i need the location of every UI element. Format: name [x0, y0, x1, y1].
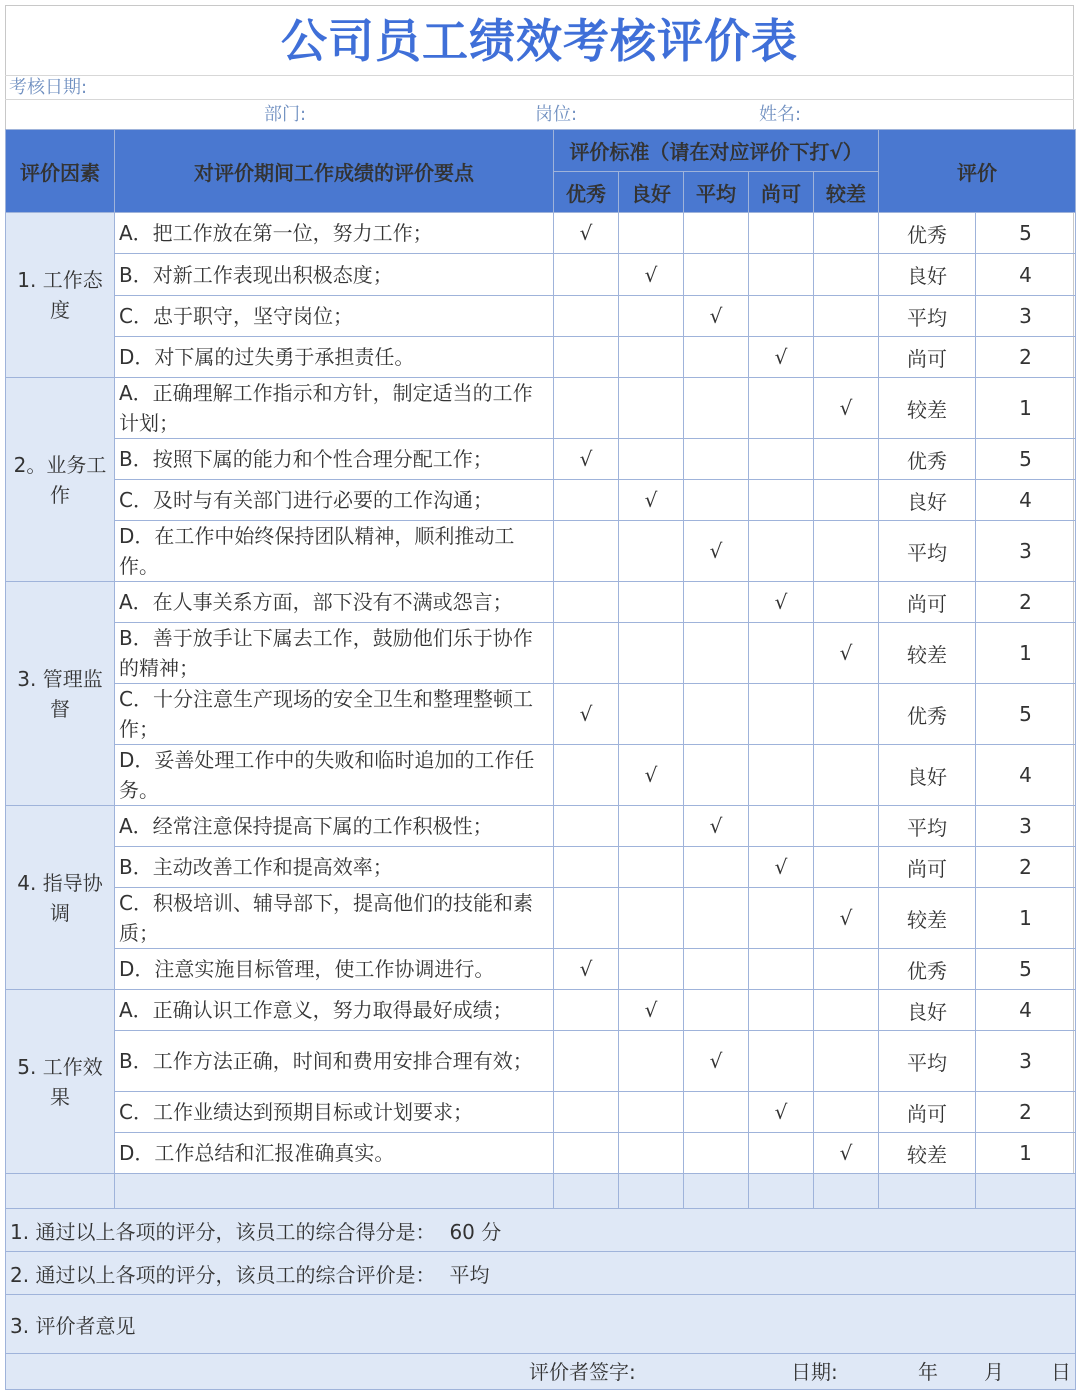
- score-cell: 4: [976, 254, 1076, 296]
- level-cell[interactable]: [684, 888, 749, 949]
- level-cell[interactable]: [554, 582, 619, 623]
- criterion-text: D．在工作中始终保持团队精神，顺利推动工作。: [115, 521, 554, 582]
- level-cell[interactable]: [554, 1092, 619, 1133]
- summary-total-score[interactable]: [6, 1209, 1076, 1252]
- check-mark: √: [709, 814, 723, 838]
- level-cell[interactable]: [554, 521, 619, 582]
- header-level-average: 平均: [684, 172, 749, 213]
- signer-label: 评价者签字:: [529, 1360, 636, 1384]
- check-mark: √: [839, 906, 853, 930]
- criterion-text: B．善于放手让下属去工作，鼓励他们乐于协作的精神；: [115, 623, 554, 684]
- level-cell[interactable]: [554, 949, 619, 990]
- evaluation-table: [5, 129, 1076, 1390]
- criterion-text: A．在人事关系方面，部下没有不满或怨言；: [115, 582, 554, 623]
- header-level-fair: 尚可: [749, 172, 814, 213]
- summary-total-score-value: 60 分: [449, 1219, 502, 1244]
- criterion-text: B．对新工作表现出积极态度；: [115, 254, 554, 296]
- score-cell: 4: [976, 480, 1076, 521]
- level-cell[interactable]: [749, 745, 814, 806]
- level-cell[interactable]: [619, 296, 684, 337]
- level-cell[interactable]: [749, 337, 814, 378]
- check-mark: √: [709, 1049, 723, 1073]
- level-cell[interactable]: [619, 337, 684, 378]
- level-cell[interactable]: [814, 296, 879, 337]
- level-cell[interactable]: [814, 213, 879, 254]
- level-cell[interactable]: [684, 337, 749, 378]
- check-mark: √: [839, 396, 853, 420]
- page-title: 公司员工绩效考核评价表: [5, 5, 1074, 76]
- level-cell[interactable]: [554, 213, 619, 254]
- level-cell[interactable]: [684, 745, 749, 806]
- level-cell[interactable]: [619, 213, 684, 254]
- criterion-text: B．主动改善工作和提高效率；: [115, 847, 554, 888]
- level-cell[interactable]: [619, 745, 684, 806]
- header-level-excellent: 优秀: [554, 172, 619, 213]
- blank-cell: [619, 1174, 684, 1209]
- position-label: 岗位:: [535, 104, 578, 125]
- criterion-text: B．工作方法正确，时间和费用安排合理有效；: [115, 1031, 554, 1092]
- score-cell: 1: [976, 888, 1076, 949]
- score-cell: 1: [976, 1133, 1076, 1174]
- level-cell[interactable]: [749, 949, 814, 990]
- level-cell[interactable]: [684, 378, 749, 439]
- score-cell: 2: [976, 847, 1076, 888]
- summary-reviewer-opinion[interactable]: [6, 1295, 1076, 1354]
- level-cell[interactable]: [554, 1031, 619, 1092]
- level-cell[interactable]: [619, 521, 684, 582]
- table-row: [6, 480, 1076, 521]
- header-points: 对评价期间工作成绩的评价要点: [115, 130, 554, 213]
- level-cell[interactable]: [749, 378, 814, 439]
- level-cell[interactable]: [554, 1133, 619, 1174]
- criterion-text: C．及时与有关部门进行必要的工作沟通；: [115, 480, 554, 521]
- level-cell[interactable]: [619, 1031, 684, 1092]
- check-mark: √: [644, 262, 658, 287]
- level-cell[interactable]: [814, 582, 879, 623]
- level-cell[interactable]: [619, 439, 684, 480]
- table-row: [6, 949, 1076, 990]
- criterion-text: A．经常注意保持提高下属的工作积极性；: [115, 806, 554, 847]
- sign-date-label: 日期:: [791, 1360, 838, 1384]
- month-label: 月: [984, 1360, 1004, 1384]
- score-cell: 5: [976, 949, 1076, 990]
- level-cell[interactable]: [684, 990, 749, 1031]
- level-cell[interactable]: [814, 806, 879, 847]
- grade-cell: 较差: [879, 1133, 976, 1174]
- factor-label: 2。业务工作: [6, 378, 115, 582]
- grade-cell: 尚可: [879, 847, 976, 888]
- level-cell[interactable]: [814, 745, 879, 806]
- grade-cell: 良好: [879, 480, 976, 521]
- grade-cell: 较差: [879, 623, 976, 684]
- criterion-text: A．正确理解工作指示和方针，制定适当的工作计划；: [115, 378, 554, 439]
- blank-cell: [554, 1174, 619, 1209]
- info-row: [5, 100, 1074, 129]
- level-cell[interactable]: [684, 623, 749, 684]
- grade-cell: 优秀: [879, 684, 976, 745]
- level-cell[interactable]: [749, 582, 814, 623]
- table-row: [6, 1031, 1076, 1092]
- grade-cell: 优秀: [879, 439, 976, 480]
- factor-label: 1. 工作态度: [6, 213, 115, 378]
- table-row: [6, 582, 1076, 623]
- level-cell[interactable]: [749, 684, 814, 745]
- table-row: [6, 1133, 1076, 1174]
- level-cell[interactable]: [554, 254, 619, 296]
- table-row: [6, 439, 1076, 480]
- grade-cell: 良好: [879, 254, 976, 296]
- grade-cell: 良好: [879, 990, 976, 1031]
- grade-cell: 尚可: [879, 582, 976, 623]
- level-cell[interactable]: [554, 337, 619, 378]
- level-cell[interactable]: [554, 847, 619, 888]
- check-mark: √: [644, 488, 658, 512]
- table-row: [6, 254, 1076, 296]
- level-cell[interactable]: [814, 1133, 879, 1174]
- grade-cell: 尚可: [879, 1092, 976, 1133]
- name-label: 姓名:: [759, 104, 802, 125]
- grade-cell: 尚可: [879, 337, 976, 378]
- level-cell[interactable]: [554, 684, 619, 745]
- table-row: [6, 337, 1076, 378]
- criterion-text: C．忠于职守，坚守岗位；: [115, 296, 554, 337]
- level-cell[interactable]: [749, 806, 814, 847]
- level-cell[interactable]: [814, 684, 879, 745]
- department-label: 部门:: [264, 104, 307, 125]
- level-cell[interactable]: [619, 806, 684, 847]
- table-row: [6, 213, 1076, 254]
- check-mark: √: [839, 641, 853, 665]
- summary-overall-rating[interactable]: [6, 1252, 1076, 1295]
- check-mark: √: [709, 539, 723, 563]
- score-cell: 2: [976, 1092, 1076, 1133]
- blank-cell: [115, 1174, 554, 1209]
- table-row: [6, 521, 1076, 582]
- level-cell[interactable]: [554, 745, 619, 806]
- day-label: 日: [1051, 1360, 1071, 1384]
- grade-cell: 平均: [879, 1031, 976, 1092]
- check-mark: √: [579, 447, 593, 471]
- level-cell[interactable]: [684, 521, 749, 582]
- level-cell[interactable]: [619, 888, 684, 949]
- score-cell: 1: [976, 623, 1076, 684]
- score-cell: 5: [976, 213, 1076, 254]
- grade-cell: 较差: [879, 888, 976, 949]
- level-cell[interactable]: [684, 582, 749, 623]
- level-cell[interactable]: [554, 378, 619, 439]
- summary-reviewer-opinion-row: [6, 1295, 1076, 1354]
- factor-label: 3. 管理监督: [6, 582, 115, 806]
- check-mark: √: [774, 345, 788, 369]
- table-row: [6, 990, 1076, 1031]
- table-row: [6, 745, 1076, 806]
- blank-cell: [6, 1174, 115, 1209]
- level-cell[interactable]: [619, 847, 684, 888]
- level-cell[interactable]: [554, 623, 619, 684]
- level-cell[interactable]: [684, 949, 749, 990]
- level-cell[interactable]: [749, 623, 814, 684]
- level-cell[interactable]: [814, 623, 879, 684]
- header-level-poor: 较差: [814, 172, 879, 213]
- level-cell[interactable]: [554, 806, 619, 847]
- summary-reviewer-opinion-label: 3. 评价者意见: [10, 1313, 136, 1338]
- level-cell[interactable]: [749, 1133, 814, 1174]
- score-cell: 3: [976, 296, 1076, 337]
- score-cell: 5: [976, 439, 1076, 480]
- level-cell[interactable]: [749, 439, 814, 480]
- level-cell[interactable]: [619, 1133, 684, 1174]
- level-cell[interactable]: [749, 480, 814, 521]
- level-cell[interactable]: [814, 337, 879, 378]
- blank-cell: [879, 1174, 976, 1209]
- level-cell[interactable]: [684, 296, 749, 337]
- signature-cell[interactable]: [6, 1354, 1076, 1390]
- header-factor: 评价因素: [6, 130, 115, 213]
- level-cell[interactable]: [814, 254, 879, 296]
- level-cell[interactable]: [684, 254, 749, 296]
- level-cell[interactable]: [814, 378, 879, 439]
- score-cell: 1: [976, 378, 1076, 439]
- check-mark: √: [579, 957, 593, 981]
- blank-cell: [749, 1174, 814, 1209]
- criterion-text: D．对下属的过失勇于承担责任。: [115, 337, 554, 378]
- level-cell[interactable]: [619, 1092, 684, 1133]
- level-cell[interactable]: [684, 439, 749, 480]
- criterion-text: A．把工作放在第一位，努力工作；: [115, 213, 554, 254]
- level-cell[interactable]: [619, 990, 684, 1031]
- level-cell[interactable]: [684, 1031, 749, 1092]
- level-cell[interactable]: [684, 806, 749, 847]
- grade-cell: 平均: [879, 296, 976, 337]
- table-row: [6, 296, 1076, 337]
- level-cell[interactable]: [749, 296, 814, 337]
- check-mark: √: [579, 221, 593, 245]
- level-cell[interactable]: [814, 847, 879, 888]
- summary-overall-rating-label: 2. 通过以上各项的评分，该员工的综合评价是：: [10, 1262, 436, 1287]
- year-label: 年: [918, 1360, 938, 1384]
- signature-row: [6, 1354, 1076, 1390]
- criterion-text: A．正确认识工作意义，努力取得最好成绩；: [115, 990, 554, 1031]
- check-mark: √: [579, 702, 593, 726]
- grade-cell: 优秀: [879, 213, 976, 254]
- score-cell: 3: [976, 806, 1076, 847]
- level-cell[interactable]: [619, 684, 684, 745]
- level-cell[interactable]: [684, 847, 749, 888]
- check-mark: √: [774, 590, 788, 614]
- level-cell[interactable]: [749, 1092, 814, 1133]
- level-cell[interactable]: [749, 847, 814, 888]
- header-standard: 评价标准（请在对应评价下打√）: [554, 130, 879, 172]
- level-cell[interactable]: [749, 888, 814, 949]
- level-cell[interactable]: [749, 1031, 814, 1092]
- level-cell[interactable]: [619, 378, 684, 439]
- blank-cell: [976, 1174, 1076, 1209]
- score-cell: 3: [976, 521, 1076, 582]
- header-rating: 评价: [879, 130, 1076, 213]
- level-cell[interactable]: [814, 888, 879, 949]
- check-mark: √: [709, 304, 723, 328]
- level-cell[interactable]: [814, 990, 879, 1031]
- level-cell[interactable]: [814, 439, 879, 480]
- blank-row: [6, 1174, 1076, 1209]
- grade-cell: 平均: [879, 521, 976, 582]
- score-cell: 3: [976, 1031, 1076, 1092]
- summary-overall-rating-value: 平均: [449, 1262, 490, 1287]
- table-row: [6, 1092, 1076, 1133]
- check-mark: √: [839, 1141, 853, 1165]
- factor-label: 4. 指导协调: [6, 806, 115, 990]
- criterion-text: C．工作业绩达到预期目标或计划要求；: [115, 1092, 554, 1133]
- summary-overall-rating-row: [6, 1252, 1076, 1295]
- table-row: [6, 684, 1076, 745]
- score-cell: 5: [976, 684, 1076, 745]
- score-cell: 4: [976, 990, 1076, 1031]
- table-row: [6, 623, 1076, 684]
- blank-cell: [684, 1174, 749, 1209]
- review-date-label: 考核日期:: [5, 75, 1074, 100]
- criterion-text: B．按照下属的能力和个性合理分配工作；: [115, 439, 554, 480]
- level-cell[interactable]: [684, 1133, 749, 1174]
- level-cell[interactable]: [554, 296, 619, 337]
- blank-cell: [814, 1174, 879, 1209]
- level-cell[interactable]: [749, 521, 814, 582]
- summary-total-score-row: [6, 1209, 1076, 1252]
- level-cell[interactable]: [619, 582, 684, 623]
- check-mark: √: [644, 763, 658, 787]
- level-cell[interactable]: [684, 213, 749, 254]
- level-cell[interactable]: [814, 1031, 879, 1092]
- criterion-text: C．积极培训、辅导部下，提高他们的技能和素质；: [115, 888, 554, 949]
- table-row: [6, 806, 1076, 847]
- table-row: [6, 888, 1076, 949]
- header-level-good: 良好: [619, 172, 684, 213]
- level-cell[interactable]: [619, 949, 684, 990]
- level-cell[interactable]: [554, 990, 619, 1031]
- grade-cell: 良好: [879, 745, 976, 806]
- criterion-text: D．工作总结和汇报准确真实。: [115, 1133, 554, 1174]
- level-cell[interactable]: [814, 521, 879, 582]
- score-cell: 4: [976, 745, 1076, 806]
- factor-label: 5. 工作效果: [6, 990, 115, 1174]
- check-mark: √: [644, 998, 658, 1022]
- table-row: [6, 847, 1076, 888]
- level-cell[interactable]: [814, 1092, 879, 1133]
- check-mark: √: [774, 1100, 788, 1124]
- level-cell[interactable]: [619, 623, 684, 684]
- level-cell[interactable]: [684, 480, 749, 521]
- level-cell[interactable]: [814, 480, 879, 521]
- criterion-text: D．妥善处理工作中的失败和临时追加的工作任务。: [115, 745, 554, 806]
- grade-cell: 平均: [879, 806, 976, 847]
- level-cell[interactable]: [749, 254, 814, 296]
- score-cell: 2: [976, 337, 1076, 378]
- level-cell[interactable]: [684, 684, 749, 745]
- grade-cell: 较差: [879, 378, 976, 439]
- score-cell: 2: [976, 582, 1076, 623]
- level-cell[interactable]: [554, 888, 619, 949]
- level-cell[interactable]: [554, 439, 619, 480]
- table-row: [6, 378, 1076, 439]
- level-cell[interactable]: [619, 254, 684, 296]
- grade-cell: 优秀: [879, 949, 976, 990]
- level-cell[interactable]: [814, 949, 879, 990]
- summary-total-score-label: 1. 通过以上各项的评分，该员工的综合得分是：: [10, 1219, 436, 1244]
- criterion-text: C．十分注意生产现场的安全卫生和整理整顿工作；: [115, 684, 554, 745]
- level-cell[interactable]: [554, 480, 619, 521]
- criterion-text: D．注意实施目标管理，使工作协调进行。: [115, 949, 554, 990]
- level-cell[interactable]: [749, 990, 814, 1031]
- level-cell[interactable]: [684, 1092, 749, 1133]
- check-mark: √: [774, 855, 788, 879]
- level-cell[interactable]: [749, 213, 814, 254]
- level-cell[interactable]: [619, 480, 684, 521]
